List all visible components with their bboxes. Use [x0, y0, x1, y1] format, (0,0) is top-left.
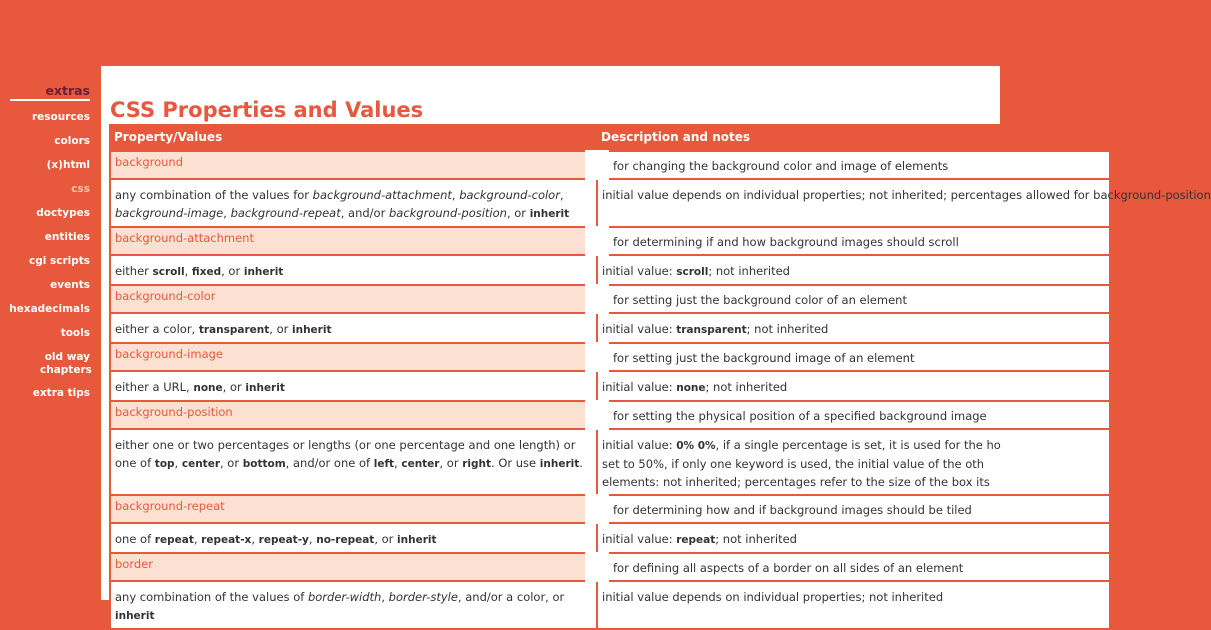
property-notes: initial value: scroll; not inherited	[597, 255, 1110, 285]
property-reference: background-attachment	[312, 188, 452, 202]
keyword: inherit	[292, 324, 332, 336]
keyword: right	[462, 458, 492, 470]
property-description: for defining all aspects of a border on all sides of an element	[597, 553, 1110, 581]
table-row	[110, 151, 1110, 179]
property-values: one of repeat, repeat-x, repeat-y, no-repeat, or inherit	[110, 523, 597, 553]
property-reference: background-color	[459, 188, 560, 202]
property-name: border	[110, 553, 597, 581]
table-body	[110, 151, 1211, 629]
property-notes: initial value: 0% 0%, if a single percentage is set, it is used for the ho set to 50%, if only one keyword is used, the initial value of the oth elements: not inherited; percentages refer to the size of the box its	[597, 429, 1110, 495]
property-reference: background-image	[115, 206, 224, 220]
column-header-property: Property/Values	[110, 124, 597, 151]
keyword: inherit	[397, 534, 437, 546]
property-values: any combination of the values of border-width, border-style, and/or a color, or inherit	[110, 581, 597, 629]
property-description: for determining how and if background images should be tiled	[597, 495, 1110, 523]
keyword: repeat	[154, 534, 194, 546]
property-notes: initial value depends on individual properties; not inherited; percentages allowed for background-position	[597, 179, 1110, 227]
sidebar-item-resources[interactable]: resources	[31, 111, 90, 123]
keyword: top	[154, 458, 175, 470]
keyword: center	[181, 458, 220, 470]
property-name: background-attachment	[110, 227, 597, 255]
keyword: none	[676, 382, 706, 394]
property-description: for setting just the background image of an element	[597, 343, 1110, 371]
keyword: none	[193, 382, 223, 394]
property-values: either scroll, fixed, or inherit	[110, 255, 597, 285]
property-values: either one or two percentages or lengths (or one percentage and one length) or one of top, center, or bottom, and/or one of left, center, or right. Or use inherit.	[110, 429, 597, 495]
property-notes: initial value depends on individual properties; not inherited	[597, 581, 1110, 629]
property-description: for setting just the background color of an element	[597, 285, 1110, 313]
property-notes: initial value: repeat; not inherited	[597, 523, 1110, 553]
keyword: repeat-y	[258, 534, 309, 546]
property-values: either a color, transparent, or inherit	[110, 313, 597, 343]
sidebar-item-old-way-chapters[interactable]: old way chapters	[40, 351, 92, 376]
table-row	[110, 553, 1110, 581]
keyword: inherit	[529, 208, 570, 220]
properties-table	[109, 124, 1211, 630]
keyword: inherit	[245, 382, 285, 394]
table-row	[110, 371, 1110, 401]
keyword: 0% 0%	[676, 440, 716, 452]
sidebar-item-hexadecimals[interactable]: hexadecimals	[9, 303, 90, 315]
property-reference: border-width	[307, 590, 382, 604]
table-row	[110, 179, 1110, 227]
property-description: for changing the background color and image of elements	[597, 151, 1110, 179]
property-description: for determining if and how background images should scroll	[597, 227, 1110, 255]
sidebar-item-colors[interactable]: colors	[54, 135, 90, 147]
sidebar-item-events[interactable]: events	[50, 279, 90, 291]
table-row	[110, 313, 1110, 343]
sidebar-item-extra-tips[interactable]: extra tips	[32, 387, 90, 399]
property-name: background-color	[110, 285, 597, 313]
property-reference: background-repeat	[230, 206, 341, 220]
keyword: center	[401, 458, 440, 470]
property-reference: background-position	[388, 206, 507, 220]
table-row	[110, 285, 1110, 313]
table-row	[110, 255, 1110, 285]
sidebar-nav	[0, 111, 90, 411]
keyword: repeat-x	[201, 534, 252, 546]
table-row	[110, 581, 1110, 629]
property-description: for setting the physical position of a specified background image	[597, 401, 1110, 429]
table-header-row	[110, 124, 1110, 151]
property-notes: initial value: none; not inherited	[597, 371, 1110, 401]
property-name: background	[110, 151, 597, 179]
property-name: background-image	[110, 343, 597, 371]
keyword: transparent	[676, 324, 747, 336]
keyword: fixed	[191, 266, 222, 278]
sidebar	[0, 0, 100, 600]
property-reference: border-style	[388, 590, 458, 604]
keyword: bottom	[242, 458, 286, 470]
table-row	[110, 429, 1110, 495]
keyword: inherit	[539, 458, 580, 470]
table-row	[110, 227, 1110, 255]
keyword: inherit	[115, 610, 155, 622]
table-row	[110, 523, 1110, 553]
sidebar-title: extras	[10, 83, 90, 101]
page-title: CSS Properties and Values	[110, 98, 424, 122]
sidebar-item-css[interactable]: css	[71, 183, 90, 195]
property-values: either a URL, none, or inherit	[110, 371, 597, 401]
keyword: inherit	[243, 266, 284, 278]
table-row	[110, 343, 1110, 371]
keyword: repeat	[676, 534, 716, 546]
keyword: scroll	[152, 266, 185, 278]
sidebar-item-entities[interactable]: entities	[44, 231, 90, 243]
sidebar-item-cgi-scripts[interactable]: cgi scripts	[28, 255, 90, 267]
keyword: transparent	[198, 324, 270, 336]
sidebar-item-x-html[interactable]: (x)html	[46, 159, 90, 171]
table-row	[110, 401, 1110, 429]
keyword: scroll	[676, 266, 709, 278]
main-content	[101, 66, 1211, 622]
property-name: background-position	[110, 401, 597, 429]
property-name: background-repeat	[110, 495, 597, 523]
column-header-description: Description and notes	[597, 124, 1110, 151]
keyword: no-repeat	[316, 534, 375, 546]
property-notes: initial value: transparent; not inherited	[597, 313, 1110, 343]
property-values: any combination of the values for background-attachment, background-color, background-image, background-repeat, and/or background-position, or inherit	[110, 179, 597, 227]
sidebar-item-tools[interactable]: tools	[60, 327, 90, 339]
table-row	[110, 495, 1110, 523]
keyword: left	[373, 458, 395, 470]
sidebar-item-doctypes[interactable]: doctypes	[36, 207, 90, 219]
